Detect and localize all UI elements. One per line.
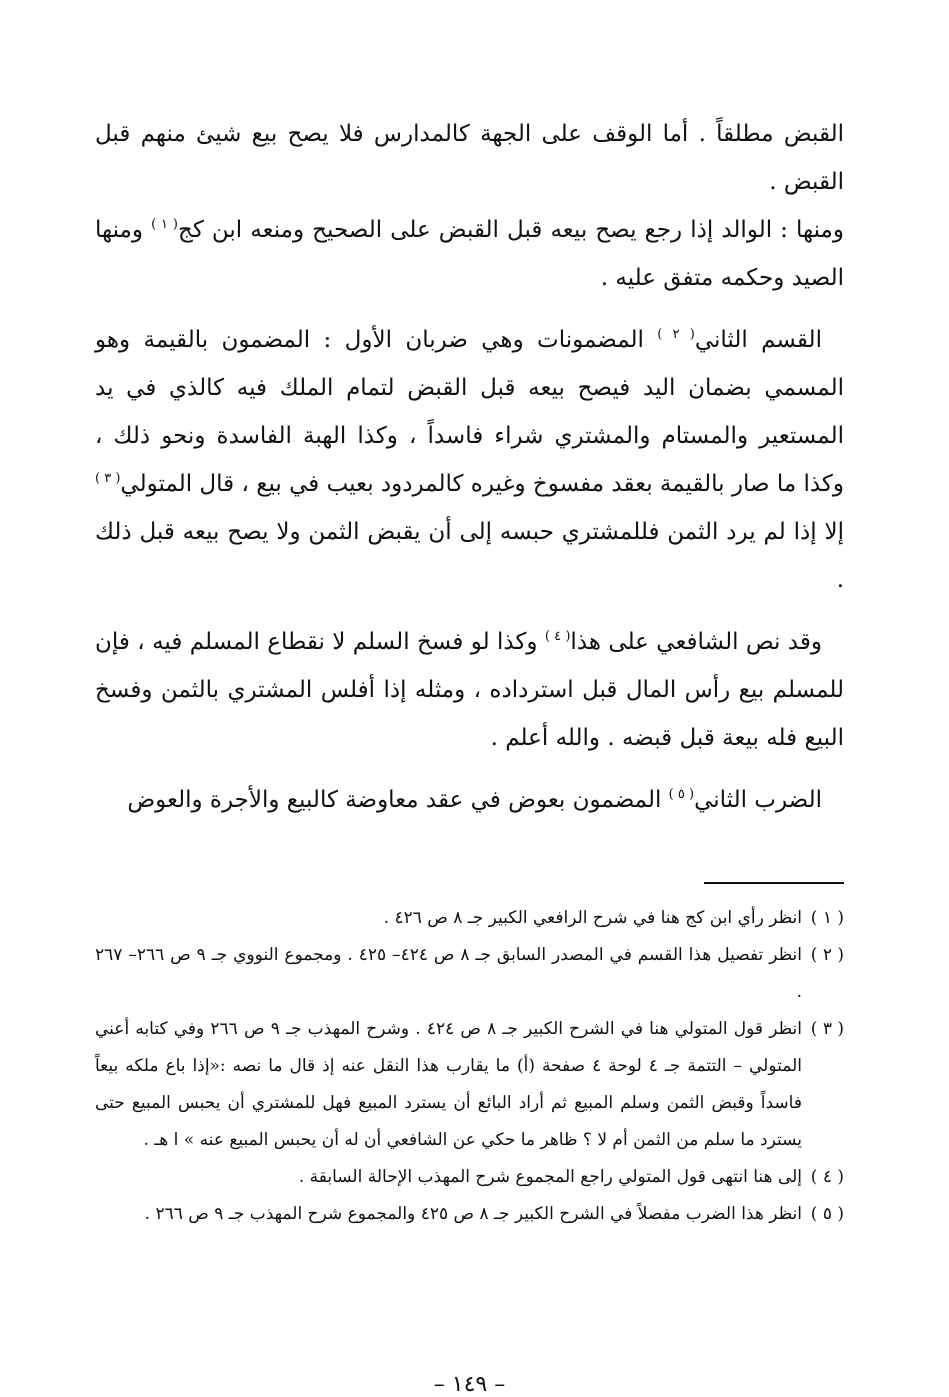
footnote-5: [95, 1196, 844, 1233]
footnote-ref-4: ( ٤ ): [544, 629, 571, 644]
main-text: [95, 110, 844, 824]
page: [95, 110, 844, 1397]
footnote-divider: [704, 882, 844, 884]
text-segment: المضمون بعوض في عقد معاوضة كالبيع والأجرة والعوض: [127, 787, 669, 813]
footnote-3: [95, 1011, 844, 1159]
text-segment: القبض مطلقاً . أما الوقف على الجهة كالمدارس فلا يصح بيع شيئ منهم قبل القبض .: [95, 121, 844, 195]
footnote-number: ( ٤ ): [810, 1167, 844, 1187]
footnote-text: انظر رأي ابن كج هنا في شرح الرافعي الكبير جـ ٨ ص ٤٢٦ .: [383, 908, 802, 928]
text-segment: وقد نص الشافعي على هذا: [570, 629, 822, 655]
paragraph-3: [95, 618, 844, 762]
footnote-text: إلى هنا انتهى قول المتولي راجع المجموع شرح المهذب الإحالة السابقة .: [298, 1167, 802, 1187]
footnote-number: ( ١ ): [810, 908, 844, 928]
footnote-ref-1: ( ١ ): [151, 217, 179, 232]
footnote-4: [95, 1159, 844, 1196]
footnote-ref-3: ( ٣ ): [95, 471, 121, 486]
footnotes: [95, 900, 844, 1233]
paragraph-4: [95, 776, 844, 824]
paragraph-2: [95, 316, 844, 604]
text-segment: الضرب الثاني: [694, 787, 822, 813]
text-segment: ومنها : الوالد إذا رجع يصح بيعه قبل القبض على الصحيح ومنعه ابن كج: [178, 217, 844, 243]
footnote-text: انظر قول المتولي هنا في الشرح الكبير جـ ٨ ص ٤٢٤ . وشرح المهذب جـ ٩ ص ٢٦٦ وفي كتابه أعني المتولي – التتمة جـ ٤ لوحة ٤ صفحة (أ) ما يقارب هذا النقل عنه إذ قال ما نصه :«إذا باع ملكه بيعاً فاسداً وقبض الثمن وسلم المبيع ثم أراد البائع أن يسترد المبيع فهل للمشتري أن يحبس المبيع حتى يسترد ما سلم من الثمن أم لا ؟ ظاهر ما حكي عن الشافعي أن له أن يحبس المبيع عنه » ا هـ .: [95, 1019, 802, 1150]
text-segment: ومنها الصيد وحكمه متفق عليه .: [95, 217, 844, 291]
footnote-text: انظر هذا الضرب مفصلاً في الشرح الكبير جـ ٨ ص ٤٢٥ والمجموع شرح المهذب جـ ٩ ص ٢٦٦ .: [144, 1204, 802, 1224]
footnote-2: [95, 937, 844, 1011]
paragraph-1: [95, 110, 844, 302]
footnote-ref-5: ( ٥ ): [668, 787, 695, 802]
footnote-number: ( ٣ ): [810, 1019, 844, 1039]
footnote-number: ( ٥ ): [810, 1204, 844, 1224]
text-segment: وكذا لو فسخ السلم لا نقطاع المسلم فيه ، فإن للمسلم بيع رأس المال قبل استرداده ، ومثله إذا أفلس المشتري بالثمن وفسخ البيع فله بيعة قبل قبضه . والله أعلم .: [95, 629, 844, 751]
text-segment: المضمونات وهي ضربان الأول : المضمون بالقيمة وهو المسمي بضمان اليد فيصح بيعه قبل القبض لتمام الملك فيه كالذي في يد المستعير والمستام والمشتري شراء فاسداً ، وكذا الهبة الفاسدة ونحو ذلك ، وكذا ما صار بالقيمة بعقد مفسوخ وغيره كالمردود بعيب في بيع ، قال المتولي: [95, 327, 844, 497]
footnote-number: ( ٢ ): [810, 945, 844, 965]
text-segment: إلا إذا لم يرد الثمن فللمشتري حبسه إلى أن يقبض الثمن ولا يصح بيعه قبل ذلك .: [95, 519, 844, 593]
text-segment: القسم الثاني: [694, 327, 822, 353]
footnote-1: [95, 900, 844, 937]
page-number: – ١٤٩ –: [433, 1372, 506, 1397]
footnote-text: انظر تفصيل هذا القسم في المصدر السابق جـ ٨ ص ٤٢٤– ٤٢٥ . ومجموع النووي جـ ٩ ص ٢٦٦– ٢٦٧ .: [95, 945, 802, 1002]
footnote-ref-2: ( ٢ ): [657, 327, 695, 342]
